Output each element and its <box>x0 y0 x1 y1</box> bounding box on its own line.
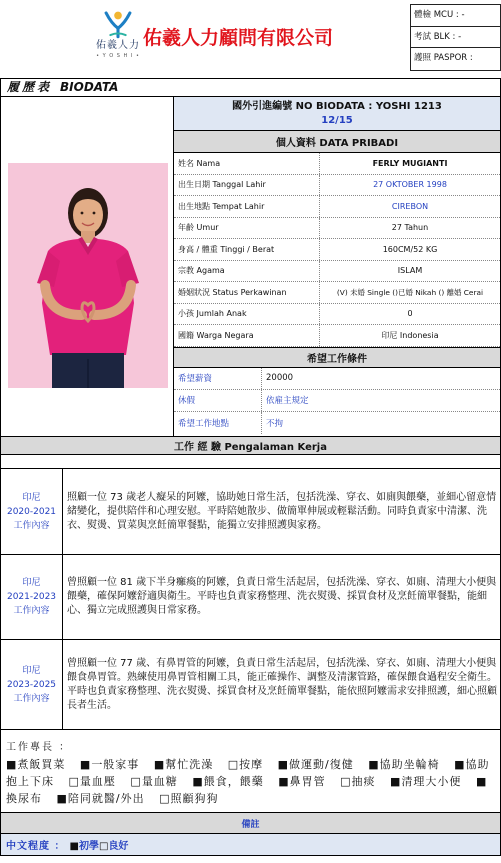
skill-label: 陪同就醫/外出 <box>67 792 145 805</box>
personal-row <box>174 325 500 347</box>
biodata-date: 12/15 <box>321 114 353 126</box>
chinese-level-option <box>69 837 98 852</box>
personal-row-label: 小孩 Jumlah Anak <box>174 304 320 325</box>
skill-label: 幫忙洗澡 <box>165 758 214 771</box>
work-experience-entry <box>0 640 501 730</box>
skill-label: 換尿布 <box>6 792 42 805</box>
chinese-level-label: 中文程度 ： <box>6 841 66 852</box>
empty-box-icon: □ <box>98 841 109 852</box>
skill-item <box>368 758 439 771</box>
yoshi-logo-icon <box>101 9 135 39</box>
work-preferences-heading: 希望工作條件 <box>174 347 500 368</box>
company-name: 佑羲人力顧問有限公司 <box>143 27 334 49</box>
skill-label: 協助坐輪椅 <box>379 758 440 771</box>
personal-row <box>174 175 500 197</box>
personal-row-value: FERLY MUGIANTI <box>372 158 448 168</box>
personal-row <box>174 196 500 218</box>
preference-row-label: 休假 <box>174 390 262 411</box>
remarks-heading: 備註 <box>0 813 501 834</box>
personal-row <box>174 239 500 261</box>
empty-box-icon: □ <box>227 758 240 771</box>
work-experience-spacer-row <box>0 455 501 469</box>
checked-box-icon: ■ <box>79 758 92 771</box>
skill-item <box>390 775 461 788</box>
form-title <box>0 78 501 97</box>
work-description-cell <box>63 640 500 729</box>
skill-label: 清理大小便 <box>401 775 462 788</box>
work-period: 2020-2021 <box>6 506 57 517</box>
skill-item <box>6 758 65 771</box>
checked-box-icon: ■ <box>454 758 466 771</box>
preference-row-value: 依雇主規定 <box>266 396 309 406</box>
personal-row <box>174 261 500 283</box>
work-country: 印尼 <box>22 578 41 588</box>
skill-label: 鼻胃管 <box>289 775 326 788</box>
personal-row-label: 宗教 Agama <box>174 261 320 282</box>
status-blk: 考試 BLK : - <box>411 27 500 49</box>
preference-row-value: 不拘 <box>266 418 284 429</box>
work-content-label: 工作內容 <box>13 520 50 531</box>
preference-row <box>174 412 500 434</box>
skill-label: 照顧狗狗 <box>170 792 219 805</box>
company-logo <box>90 9 146 69</box>
chinese-level-option-label: 初學 <box>78 841 99 852</box>
biodata-number-block <box>174 97 500 131</box>
work-experience-entry <box>0 555 501 640</box>
profile-section <box>0 97 501 437</box>
applicant-photo <box>8 163 168 388</box>
work-description: 曾照顧一位 81 歲下半身癱瘓的阿嬤，負責日常生活起居，包括洗澡、穿衣、如廁、清理大小便與餵藥，確保阿嬤舒適與衛生。平時也負責家務整理、洗衣熨燙、採買食材及烹飪簡單餐點，能細心、獨立完成照護與日常家務。 <box>67 577 497 616</box>
form-title-en: BIODATA <box>60 80 119 94</box>
checked-box-icon: ■ <box>368 758 380 771</box>
status-box <box>410 4 501 71</box>
empty-box-icon: □ <box>68 775 80 788</box>
logo-subtitle: • Y O S H I • <box>96 53 140 59</box>
logo-name: 佑羲人力 <box>96 40 140 51</box>
work-experience-meta <box>1 469 63 554</box>
preference-row-label: 希望工作地點 <box>174 412 262 434</box>
personal-row-value: CIREBON <box>391 201 429 211</box>
work-description: 曾照顧一位 77 歲、有鼻胃管的阿嬤，負責日常生活起居，包括洗澡、穿衣、如廁、清理大小便與餵食鼻胃管。熟練使用鼻胃管相關工具，能正確操作、調整及清潔管路，確保餵食過程安全衛生。平時也負責家務整理、洗衣熨燙、採買食材及烹飪簡單餐點，能依照阿嬤需求安排照護，細心照顧長者生活。 <box>67 657 497 711</box>
skill-item <box>192 775 263 788</box>
checked-box-icon: ■ <box>6 758 18 771</box>
preference-row <box>174 390 500 412</box>
skills-section <box>0 730 501 813</box>
work-experience-meta <box>1 640 63 729</box>
skill-item <box>69 775 116 788</box>
personal-data-heading: 個人資料 DATA PRIBADI <box>174 131 500 153</box>
skill-label: 按摩 <box>239 758 264 771</box>
skills-list <box>6 756 496 807</box>
skill-label: 餵食，餵藥 <box>203 775 264 788</box>
status-paspor: 護照 PASPOR : <box>414 53 473 64</box>
personal-row-label: 身高 / 體重 Tinggi / Berat <box>174 239 320 260</box>
personal-row <box>174 153 500 175</box>
work-experience-meta <box>1 555 63 639</box>
personal-row <box>174 282 500 304</box>
personal-row <box>174 304 500 326</box>
personal-row-value: 27 Tahun <box>391 223 429 233</box>
work-content-label: 工作內容 <box>13 693 50 704</box>
checked-box-icon: ■ <box>69 841 79 852</box>
details-panel <box>174 97 500 436</box>
skill-item <box>159 792 218 805</box>
work-description: 照顧一位 73 歲老人癡呆的阿嬤，協助她日常生活，包括洗澡、穿衣、如廁與餵藥，並細心留意情緒變化，提供陪伴和心理安慰。平時陪她散步、做簡單伸展或輕鬆活動。同時負責家中清潔、洗衣、熨燙、買菜與烹飪簡單餐點，能獨立安排照護與家務。 <box>67 491 497 531</box>
checked-box-icon: ■ <box>192 775 204 788</box>
work-experience-entry <box>0 469 501 555</box>
work-country: 印尼 <box>22 665 41 676</box>
skill-label: 做運動/復健 <box>289 758 354 771</box>
personal-row-value: (V) 未婚 Single ()已婚 Nikah () 離婚 Cerai <box>336 287 484 297</box>
checked-box-icon: ■ <box>278 775 290 788</box>
work-period: 2023-2025 <box>6 679 57 690</box>
skill-item <box>340 775 375 788</box>
chinese-level-option-label: 良好 <box>108 841 129 852</box>
preference-row-value: 20000 <box>266 373 294 383</box>
personal-row-value: 160CM/52 KG <box>382 244 438 254</box>
work-period: 2021-2023 <box>6 592 57 602</box>
skill-item <box>278 758 354 771</box>
skill-item <box>228 758 263 771</box>
skill-label: 量血壓 <box>79 775 116 788</box>
chinese-level-row <box>0 834 501 856</box>
skill-item <box>130 775 177 788</box>
biodata-number: 國外引進編號 NO BIODATA : YOSHI 1213 <box>232 100 442 112</box>
form-title-zh: 履歷表 <box>7 80 53 94</box>
skill-label: 一般家事 <box>91 758 140 771</box>
empty-box-icon: □ <box>159 792 171 805</box>
work-experience-heading: 工作 經 驗 Pengalaman Kerja <box>0 437 501 455</box>
skill-label: 煮飯買菜 <box>17 758 66 771</box>
work-country: 印尼 <box>22 492 41 503</box>
checked-box-icon: ■ <box>153 758 166 771</box>
empty-box-icon: □ <box>340 775 352 788</box>
personal-row-value: ISLAM <box>397 266 423 276</box>
skills-heading: 工作專長 ： <box>6 742 72 753</box>
skill-item <box>278 775 325 788</box>
work-preferences-table <box>174 368 500 434</box>
skill-item <box>154 758 213 771</box>
checked-box-icon: ■ <box>475 775 488 788</box>
skill-item <box>80 758 139 771</box>
personal-row-label: 姓名 Nama <box>174 153 320 174</box>
skill-label: 抽痰 <box>351 775 376 788</box>
personal-row <box>174 218 500 240</box>
skill-item <box>57 792 145 805</box>
work-description-cell <box>63 555 500 639</box>
preference-row-label: 希望薪資 <box>174 368 262 389</box>
personal-row-label: 婚姻狀況 Status Perkawinan <box>174 282 320 303</box>
work-content-label: 工作內容 <box>13 606 50 616</box>
work-experience-list <box>0 469 501 730</box>
personal-row-label: 年齡 Umur <box>174 218 320 239</box>
preference-row <box>174 368 500 390</box>
status-mcu: 體檢 MCU : - <box>411 5 500 27</box>
work-description-cell <box>63 469 500 554</box>
checked-box-icon: ■ <box>56 792 68 805</box>
photo-panel <box>1 97 174 436</box>
personal-row-label: 出生日期 Tanggal Lahir <box>174 175 320 196</box>
empty-box-icon: □ <box>130 775 142 788</box>
personal-row-label: 國籍 Warga Negara <box>174 325 320 346</box>
personal-row-value: 0 <box>407 309 413 319</box>
checked-box-icon: ■ <box>390 775 402 788</box>
chinese-level-option <box>99 837 128 852</box>
personal-row-value: 印尼 Indonesia <box>381 330 439 340</box>
personal-row-label: 出生地點 Tempat Lahir <box>174 196 320 217</box>
skill-label: 協助抱上下床 <box>6 758 490 788</box>
personal-data-table <box>174 153 500 347</box>
personal-row-value: 27 OKTOBER 1998 <box>373 180 447 190</box>
checked-box-icon: ■ <box>277 758 290 771</box>
skill-label: 量血糖 <box>141 775 178 788</box>
